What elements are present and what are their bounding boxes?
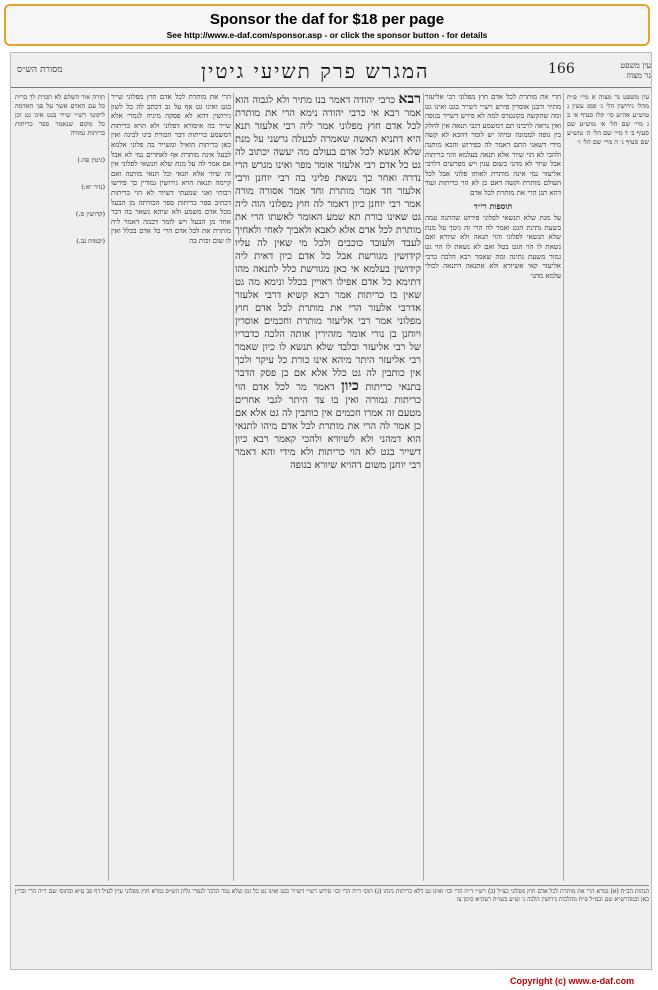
- rashi-text: הרי את מותרת לכל אדם חוץ מפלוני שייר בגט ואינו גט אף על גב דכתב לה כל לשון גירושין דהא לא פסקה מיניה לגמרי אלא שייר בה איסורא דפלוני ולא הויא כריתות דמשמע כריתות דבר הכורת בינו לבינה ואין כאן כריתות הואיל ומשייר בה פלוני אלמא לבעל אינה מותרת אף לאחרים נמי לא אבל אם אמר לה על מנת שלא תנשאי לפלוני אין זה שיור אלא תנאי וכל תנאי מותנה ואם קיימה תנאה הויא גירושין גמורין כך פירשו רבותי ואני שמעתי דשיור לא הוי כריתות דכתיב ספר כריתות ספר הכורתה מן הבעל מכל אדם משמע ולא שיהא נשאר בה דבר אחד מן הבעל ויש לומר דכמה דאמר ליה מותרת את לכל אדם הרי כל אדם בכלל ואין לו שום זכות בה: [111, 93, 231, 245]
- ein-mishpat-header: עין משפט נר מצוה: [620, 61, 651, 80]
- margin-note: (יבמות נב.): [76, 237, 105, 245]
- page-title: המגרש פרק תשיעי גיטין: [201, 59, 430, 83]
- sponsor-title[interactable]: Sponsor the daf for $18 per page: [209, 11, 445, 28]
- gemara-opening-word: רבא: [398, 93, 421, 107]
- margin-note: (גיטין פה.): [77, 156, 105, 164]
- tosafot-column: [425, 93, 561, 881]
- sponsor-banner[interactable]: [4, 4, 650, 46]
- tosafot-text: הרי את מותרת לכל אדם חוץ מפלוני רבי אליעזר מתיר ורבנן אוסרין פירש רש״י דשייר בגט ואינו גט ומה שהקשה בקונטרס למה לא פירש דשייר בגופה ואין נראה לרבינו תם דמשמע דגבי תנאה אין לחלק בין גופה לממונה ומיהו יש לומר דהכא לא קשה מידי דשאני התם דאמר לה בפירוש והכא מותנה ולהכי לא הוי שיור אלא תנאה בעלמא והוי כריתות אבל שיור לא מהני בשום ענין ויש מפרשים דלרבי אליעזר נמי אינה מותרת לאותו פלוני אבל לכל העולם מותרת וקשה דאם כן לא הוי כריתות ועוד דהא תנן הרי את מותרת לכל אדם: [425, 93, 561, 197]
- column-divider: [233, 93, 234, 881]
- gemara-text: כרבי יהודה דאמר בנו מתיר ולא לגבוה הוא אמר רבא אי כרבי יהודה נימא הרי את מותרת לכל אדם חוץ מפלוני אמר ליה רבי אלעזר תנא היא דתניא האשה שאמרה לבעלה גרשני על מנת שלא אנשא לכל אדם בעולם מה יעשה יכתוב לה גט כל אדם רבי אלעזר אומר מפר ואינו מגרש הרי נדרה ואחר כך נשאת פליגי בה רבי יוחנן ורבי אלעזר חד אמר מותרת וחד אמר אסורה מורה אמר רבי יוחנן כיון דאמר לה חוץ מפלוני הוה ליה גט שאינו כורת תא שמע האומר לאשתו הרי את מותרת לכל אדם אלא לאבא ולאביך לאחי ולאחיך לעבד ולעובד כוכבים ולכל מי שאין לה עליו קידושין מגורשת אבל כל אדם כיון דאית ליה קידושין בעלמא אי כאן מגורשת כלל לתנאה מהו דתימא כל אדם אפילו ראויין בכלל ונימא מה גט שאין בו כריתות אמר רבא קשיא דרבי אלעזר אדרבי אלעזר הרי את מותרת לכל אדם חוץ מפלוני אמר רבי אליעזר מותרת וחכמים אוסרין ויוחנן בן נורי אומר מזהירין אותה הלכה כדבריו של רבי אליעזר ובלבד שלא תנשא לו כיון שאמר רבי אליעזר היתר מיהא אינו כורת כל עיקר ולכך אין כותבין לה גט כלל אלא אם כן פסק הדבר בתנאי כריתות: [235, 95, 421, 393]
- page-number: 166: [548, 61, 575, 77]
- masoret-text: תורה אור השלם לא תכרת לך ברית כל עם האדם אשר על פני האדמה ליקוטי רש״י שייר בגט אינו גט וכן כל מקום שנאמר ספר כריתות כריתות גמורה: [15, 93, 105, 137]
- masoret-column: [15, 93, 105, 881]
- margin-note: (קדושין ס.): [75, 210, 105, 218]
- masoret-header: מסורת הש״ס: [17, 65, 63, 75]
- margin-note: (נזיר יא:): [81, 183, 105, 191]
- column-divider: [108, 93, 109, 881]
- rashi-column: [111, 93, 231, 881]
- sponsor-subtitle[interactable]: See http://www.e-daf.com/sponsor.asp - or click the sponsor button - for details: [166, 30, 488, 40]
- ein-mishpat-text: עין משפט נר מצוה א מיי׳ פ״ח מהל׳ גירושין הל׳ ג׳ סמג עשין נ טוש״ע אה״ע סי׳ קלז סעיף א׳ ב ג מיי׳ שם הל׳ א׳ טוש״ע שם סעיף ב׳ ד מיי׳ שם הל׳ ה׳ טוש״ע שם סעיף ג׳ ה מיי׳ שם הל׳ ו׳: [567, 93, 649, 146]
- gemara-column: [235, 93, 421, 881]
- header-rule: [11, 87, 652, 88]
- gemara-text-2: דאמר מר לכל אדם הוי כריתות גמורה ואין בו צד היתר לגבי אחרים מטעם זה אמרו חכמים אין כותבין לה גט אלא אם כן אמר לה הרי את מותרת לכל אדם מיהו לתנאי הוא דמהני ולא לשיורא ולהכי קאמר רבא כיון דשייר בגט לא הוי כריתות ולא מידי והא דאמר רבי יוחנן משום דהויא שיורא בגופה: [235, 382, 421, 471]
- ein-mishpat-column: [567, 93, 649, 881]
- footnotes-text: הגהות הב״ח (א) גמרא הרי את מותרת לכל אדם חוץ מפלוני כצ״ל (ב) רש״י ד״ה הרי וכו׳ ואינו גט דלא כריתות נינהו (ג) תוס׳ ד״ה הרי וכו׳ פירש רש״י דשייר בגט ואינו גט כל זמן שלא גמר הדבר לגמרי גליון הש״ס גמרא חוץ מפלוני עיין לעיל דף פב ע״א ובתוס׳ שם ד״ה הרי ובר״ן כאן ובמהרש״א שם ובמ״ל פ״ח מהלכות גירושין הלכה ג׳ וע״ע בשו״ת רעק״א סימן צז: [15, 888, 649, 903]
- tosafot-rid-text: על מנת שלא תנשאי לפלוני פירוש שהתנה עמה בשעת נתינת הגט ואמר לה הרי זה גיטך על מנת שלא תנשאי לפלוני והוי תנאה ולא שיורא ואם נשאת לו הוי הגט בטל ואם לא נשאת לו הוי גט גמור משעת נתינה ומה שאמר רבא הלכה כרבי אליעזר קאי אשיורא ולא אתנאה דתנאה לכולי עלמא מהני: [425, 214, 561, 280]
- gemara-opening-word-2: כיון: [341, 378, 359, 394]
- copyright-link[interactable]: Copyright (c) www.e-daf.com: [510, 976, 635, 986]
- page-header: [11, 59, 651, 83]
- footnotes-section: [15, 885, 649, 968]
- tosafot-rid-label: תוספות רי״ד: [473, 200, 513, 211]
- talmud-page: [10, 52, 652, 970]
- column-divider: [563, 93, 564, 881]
- column-divider: [423, 93, 424, 881]
